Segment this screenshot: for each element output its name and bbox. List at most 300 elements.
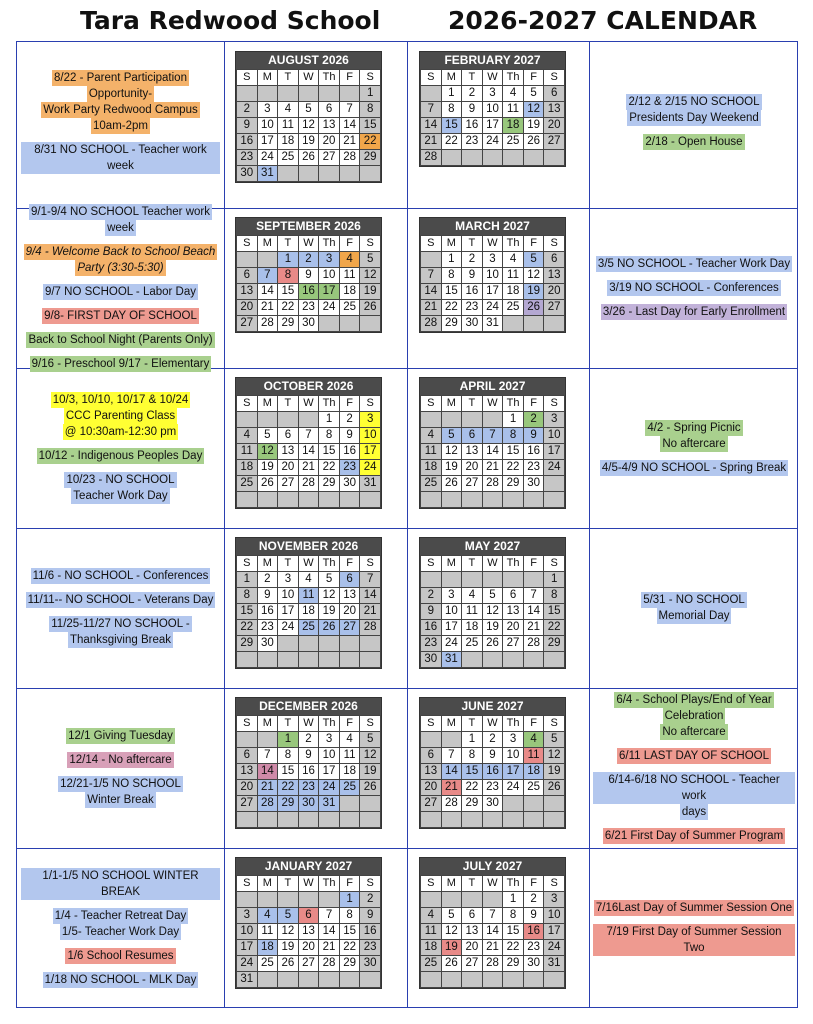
day-cell: 10 xyxy=(482,102,503,118)
day-cell: 17 xyxy=(360,444,381,460)
event-note-line: 12/1 Giving Tuesday xyxy=(68,730,173,742)
day-cell: 14 xyxy=(441,764,462,780)
day-cell xyxy=(237,252,258,268)
day-cell xyxy=(523,812,544,828)
day-cell: 18 xyxy=(523,764,544,780)
day-cell xyxy=(360,812,381,828)
day-cell: 2 xyxy=(482,732,503,748)
day-cell xyxy=(360,166,381,182)
day-cell: 12 xyxy=(278,924,299,940)
event-note-line: 10/3, 10/10, 10/17 & 10/24 xyxy=(52,394,189,406)
day-cell xyxy=(339,316,360,332)
weekday-label: F xyxy=(523,556,544,572)
day-cell: 22 xyxy=(462,780,483,796)
day-cell xyxy=(360,652,381,668)
day-cell: 10 xyxy=(441,604,462,620)
day-cell: 4 xyxy=(339,732,360,748)
left-notes-panel xyxy=(21,370,220,526)
day-cell xyxy=(503,492,524,508)
event-note xyxy=(41,70,199,134)
day-cell: 3 xyxy=(237,908,258,924)
event-note-line: No aftercare xyxy=(662,726,726,738)
day-cell: 2 xyxy=(462,86,483,102)
day-cell xyxy=(421,892,442,908)
day-cell: 30 xyxy=(360,956,381,972)
day-cell: 9 xyxy=(421,604,442,620)
event-note-line: 6/14-6/18 NO SCHOOL - Teacher work xyxy=(593,772,795,804)
day-cell: 28 xyxy=(339,150,360,166)
day-cell xyxy=(319,892,340,908)
month-title: JULY 2027 xyxy=(420,858,565,875)
day-cell xyxy=(319,492,340,508)
month-calendar xyxy=(419,857,566,989)
month-title: JUNE 2027 xyxy=(420,698,565,715)
weekday-label: Th xyxy=(503,876,524,892)
day-cell xyxy=(462,812,483,828)
weekday-label: S xyxy=(360,716,381,732)
day-cell: 11 xyxy=(298,588,319,604)
day-cell: 15 xyxy=(319,444,340,460)
weekday-label: F xyxy=(523,396,544,412)
weekday-label: S xyxy=(237,876,258,892)
day-cell xyxy=(503,150,524,166)
weekday-label: M xyxy=(257,876,278,892)
day-cell: 25 xyxy=(339,780,360,796)
weekday-label: S xyxy=(421,556,442,572)
day-cell: 26 xyxy=(319,620,340,636)
day-cell xyxy=(544,652,565,668)
day-cell: 3 xyxy=(360,412,381,428)
day-cell: 15 xyxy=(503,924,524,940)
calendar-grid xyxy=(16,41,798,1008)
event-note-line: 1/5- Teacher Work Day xyxy=(61,926,180,938)
event-note-line: 1/4 - Teacher Retreat Day xyxy=(54,910,187,922)
month-calendar xyxy=(235,377,382,509)
day-cell: 25 xyxy=(237,476,258,492)
event-note-line: 10/23 - NO SCHOOL xyxy=(66,474,175,486)
right-notes-panel xyxy=(593,850,795,1006)
day-cell xyxy=(441,972,462,988)
day-cell xyxy=(462,972,483,988)
day-cell: 11 xyxy=(421,924,442,940)
day-cell: 7 xyxy=(319,908,340,924)
day-cell: 29 xyxy=(339,956,360,972)
day-cell: 9 xyxy=(462,102,483,118)
day-cell: 3 xyxy=(544,412,565,428)
day-cell: 19 xyxy=(544,764,565,780)
weekday-label: T xyxy=(278,876,299,892)
event-note-line: Opportunity- xyxy=(88,88,153,100)
day-cell: 6 xyxy=(462,908,483,924)
weekday-label: S xyxy=(360,396,381,412)
day-cell: 27 xyxy=(278,476,299,492)
day-cell xyxy=(482,972,503,988)
day-cell: 21 xyxy=(339,134,360,150)
day-cell xyxy=(360,972,381,988)
day-cell: 3 xyxy=(441,588,462,604)
day-cell: 5 xyxy=(278,908,299,924)
day-cell: 10 xyxy=(319,268,340,284)
weekday-label: T xyxy=(278,70,299,86)
weekday-label: F xyxy=(523,236,544,252)
day-cell: 19 xyxy=(298,134,319,150)
day-cell: 16 xyxy=(257,604,278,620)
day-cell: 17 xyxy=(319,764,340,780)
day-cell: 26 xyxy=(360,300,381,316)
weekday-label: S xyxy=(360,876,381,892)
day-cell xyxy=(298,492,319,508)
event-note xyxy=(596,256,792,272)
day-cell: 28 xyxy=(482,476,503,492)
day-cell: 24 xyxy=(319,780,340,796)
day-cell: 29 xyxy=(237,636,258,652)
weekday-label: W xyxy=(482,236,503,252)
month-title: MAY 2027 xyxy=(420,538,565,555)
event-note-line: 2/12 & 2/15 NO SCHOOL xyxy=(628,96,760,108)
row-divider xyxy=(17,688,797,689)
day-cell xyxy=(257,972,278,988)
event-note xyxy=(607,280,781,296)
day-cell: 18 xyxy=(503,118,524,134)
day-cell: 3 xyxy=(544,892,565,908)
weekday-label: S xyxy=(421,396,442,412)
event-note xyxy=(65,948,175,964)
day-cell xyxy=(482,150,503,166)
day-cell: 9 xyxy=(360,908,381,924)
day-cell: 28 xyxy=(441,796,462,812)
day-cell: 4 xyxy=(462,588,483,604)
month-grid xyxy=(236,715,381,828)
day-cell: 29 xyxy=(503,476,524,492)
day-cell: 21 xyxy=(360,604,381,620)
day-cell: 29 xyxy=(360,150,381,166)
weekday-label: W xyxy=(298,876,319,892)
day-cell xyxy=(544,150,565,166)
day-cell: 20 xyxy=(544,118,565,134)
day-cell: 1 xyxy=(462,732,483,748)
day-cell xyxy=(339,972,360,988)
day-cell: 23 xyxy=(237,150,258,166)
weekday-label: T xyxy=(462,556,483,572)
event-note xyxy=(26,592,216,608)
day-cell: 6 xyxy=(237,268,258,284)
day-cell: 18 xyxy=(339,764,360,780)
day-cell: 18 xyxy=(421,460,442,476)
day-cell: 22 xyxy=(278,300,299,316)
row-divider xyxy=(17,848,797,849)
weekday-label: Th xyxy=(503,556,524,572)
day-cell xyxy=(441,812,462,828)
day-cell: 3 xyxy=(503,732,524,748)
weekday-label: S xyxy=(544,716,565,732)
event-note-line: Celebration xyxy=(664,710,724,722)
weekday-label: S xyxy=(544,556,565,572)
day-cell: 12 xyxy=(441,924,462,940)
day-cell: 3 xyxy=(257,102,278,118)
day-cell xyxy=(523,150,544,166)
day-cell xyxy=(278,492,299,508)
day-cell: 5 xyxy=(482,588,503,604)
event-note xyxy=(64,472,176,504)
day-cell xyxy=(298,812,319,828)
event-note-line: 7/16Last Day of Summer Session One xyxy=(595,902,793,914)
event-note-line: Party (3:30-5:30) xyxy=(77,262,164,274)
day-cell xyxy=(482,412,503,428)
event-note xyxy=(641,592,747,624)
day-cell: 11 xyxy=(523,748,544,764)
day-cell: 6 xyxy=(339,572,360,588)
day-cell xyxy=(319,166,340,182)
day-cell: 20 xyxy=(462,460,483,476)
event-note xyxy=(43,284,198,300)
day-cell xyxy=(544,796,565,812)
day-cell xyxy=(237,892,258,908)
weekday-label: M xyxy=(441,876,462,892)
day-cell: 24 xyxy=(482,134,503,150)
day-cell: 20 xyxy=(462,940,483,956)
day-cell: 7 xyxy=(257,748,278,764)
day-cell xyxy=(441,492,462,508)
event-note xyxy=(603,828,785,844)
event-note-line: 9/16 - Preschool 9/17 - Elementary xyxy=(31,358,210,370)
weekday-label: S xyxy=(237,716,258,732)
day-cell: 28 xyxy=(360,620,381,636)
day-cell xyxy=(503,572,524,588)
day-cell: 26 xyxy=(523,134,544,150)
day-cell: 17 xyxy=(319,284,340,300)
weekday-label: Th xyxy=(319,716,340,732)
day-cell: 17 xyxy=(503,764,524,780)
day-cell: 9 xyxy=(523,428,544,444)
event-note-line: 6/11 LAST DAY OF SCHOOL xyxy=(619,750,769,762)
day-cell: 18 xyxy=(339,284,360,300)
day-cell: 19 xyxy=(360,284,381,300)
day-cell xyxy=(482,892,503,908)
day-cell: 30 xyxy=(482,796,503,812)
day-cell: 17 xyxy=(544,444,565,460)
day-cell: 27 xyxy=(462,476,483,492)
day-cell: 29 xyxy=(462,796,483,812)
day-cell: 24 xyxy=(544,460,565,476)
weekday-label: F xyxy=(339,236,360,252)
day-cell: 16 xyxy=(360,924,381,940)
day-cell xyxy=(421,492,442,508)
event-note xyxy=(643,134,744,150)
day-cell xyxy=(237,412,258,428)
day-cell xyxy=(503,796,524,812)
event-note xyxy=(31,568,211,584)
day-cell xyxy=(339,86,360,102)
day-cell: 28 xyxy=(319,956,340,972)
day-cell: 6 xyxy=(278,428,299,444)
day-cell: 14 xyxy=(482,924,503,940)
day-cell: 30 xyxy=(523,956,544,972)
day-cell: 16 xyxy=(462,118,483,134)
day-cell xyxy=(421,252,442,268)
day-cell: 29 xyxy=(319,476,340,492)
day-cell: 3 xyxy=(482,252,503,268)
weekday-label: S xyxy=(421,876,442,892)
left-notes-panel xyxy=(21,850,220,1006)
day-cell: 20 xyxy=(237,300,258,316)
event-note-line: 9/7 NO SCHOOL - Labor Day xyxy=(44,286,197,298)
day-cell xyxy=(360,636,381,652)
day-cell: 12 xyxy=(523,268,544,284)
day-cell: 20 xyxy=(503,620,524,636)
day-cell xyxy=(298,412,319,428)
event-note-line: Work Party Redwood Campus xyxy=(43,104,198,116)
weekday-label: W xyxy=(482,876,503,892)
event-note-line: 1/18 NO SCHOOL - MLK Day xyxy=(44,974,197,986)
event-note-line: Presidents Day Weekend xyxy=(629,112,759,124)
day-cell: 1 xyxy=(544,572,565,588)
calendar-title: 2026-2027 CALENDAR xyxy=(448,6,758,35)
day-cell: 26 xyxy=(257,476,278,492)
day-cell: 2 xyxy=(421,588,442,604)
day-cell: 27 xyxy=(237,316,258,332)
day-cell xyxy=(482,492,503,508)
day-cell: 13 xyxy=(319,118,340,134)
day-cell: 19 xyxy=(278,940,299,956)
month-calendar xyxy=(235,217,382,333)
event-note-line: Winter Break xyxy=(87,794,154,806)
day-cell: 28 xyxy=(421,316,442,332)
day-cell: 15 xyxy=(441,284,462,300)
event-note-line: @ 10:30am-12:30 pm xyxy=(64,426,177,438)
day-cell: 27 xyxy=(298,956,319,972)
day-cell: 24 xyxy=(544,940,565,956)
weekday-label: F xyxy=(339,716,360,732)
event-note xyxy=(58,776,183,808)
day-cell: 15 xyxy=(441,118,462,134)
month-grid xyxy=(236,875,381,988)
day-cell: 16 xyxy=(523,444,544,460)
month-calendar xyxy=(235,537,382,669)
day-cell xyxy=(278,812,299,828)
day-cell xyxy=(441,572,462,588)
day-cell: 28 xyxy=(482,956,503,972)
day-cell: 15 xyxy=(278,764,299,780)
day-cell: 20 xyxy=(319,134,340,150)
day-cell: 12 xyxy=(257,444,278,460)
day-cell xyxy=(441,412,462,428)
day-cell xyxy=(462,492,483,508)
day-cell xyxy=(237,492,258,508)
weekday-label: S xyxy=(421,716,442,732)
weekday-label: Th xyxy=(503,70,524,86)
day-cell: 8 xyxy=(441,102,462,118)
day-cell: 2 xyxy=(237,102,258,118)
right-notes-panel xyxy=(593,690,795,846)
day-cell: 11 xyxy=(503,102,524,118)
day-cell: 31 xyxy=(360,476,381,492)
weekday-label: Th xyxy=(319,236,340,252)
day-cell: 13 xyxy=(503,604,524,620)
day-cell xyxy=(298,892,319,908)
day-cell xyxy=(523,572,544,588)
event-note-line: 1/1-1/5 NO SCHOOL WINTER BREAK xyxy=(21,868,220,900)
event-note-line: Teacher Work Day xyxy=(73,490,168,502)
day-cell: 11 xyxy=(339,748,360,764)
day-cell: 12 xyxy=(360,748,381,764)
day-cell: 3 xyxy=(482,86,503,102)
event-note xyxy=(617,748,771,764)
day-cell: 29 xyxy=(278,316,299,332)
day-cell: 8 xyxy=(441,268,462,284)
day-cell: 1 xyxy=(278,252,299,268)
event-note-line: 10/12 - Indigenous Peoples Day xyxy=(38,450,203,462)
day-cell: 15 xyxy=(462,764,483,780)
weekday-label: T xyxy=(462,876,483,892)
day-cell: 21 xyxy=(421,300,442,316)
day-cell: 8 xyxy=(503,908,524,924)
weekday-label: T xyxy=(462,236,483,252)
day-cell: 23 xyxy=(523,460,544,476)
day-cell: 27 xyxy=(421,796,442,812)
day-cell: 1 xyxy=(441,252,462,268)
day-cell: 6 xyxy=(421,748,442,764)
day-cell: 31 xyxy=(482,316,503,332)
weekday-label: W xyxy=(482,716,503,732)
event-note xyxy=(626,94,761,126)
day-cell: 11 xyxy=(257,924,278,940)
day-cell: 13 xyxy=(237,764,258,780)
day-cell: 17 xyxy=(482,284,503,300)
day-cell xyxy=(339,166,360,182)
month-title: AUGUST 2026 xyxy=(236,52,381,69)
day-cell: 3 xyxy=(278,572,299,588)
day-cell: 22 xyxy=(319,460,340,476)
day-cell: 22 xyxy=(339,940,360,956)
day-cell: 4 xyxy=(237,428,258,444)
month-calendar xyxy=(419,377,566,509)
day-cell: 1 xyxy=(319,412,340,428)
day-cell: 13 xyxy=(544,102,565,118)
event-note-line: Back to School Night (Parents Only) xyxy=(28,334,213,346)
day-cell: 26 xyxy=(482,636,503,652)
event-note xyxy=(593,924,795,956)
weekday-label: M xyxy=(257,396,278,412)
day-cell: 26 xyxy=(523,300,544,316)
day-cell: 11 xyxy=(237,444,258,460)
day-cell: 10 xyxy=(544,908,565,924)
day-cell: 21 xyxy=(257,300,278,316)
day-cell xyxy=(237,732,258,748)
day-cell: 24 xyxy=(278,620,299,636)
day-cell xyxy=(421,972,442,988)
day-cell: 24 xyxy=(257,150,278,166)
day-cell: 18 xyxy=(462,620,483,636)
day-cell: 4 xyxy=(257,908,278,924)
day-cell: 14 xyxy=(421,118,442,134)
weekday-label: M xyxy=(441,716,462,732)
day-cell: 12 xyxy=(482,604,503,620)
day-cell: 12 xyxy=(319,588,340,604)
day-cell: 16 xyxy=(462,284,483,300)
day-cell: 27 xyxy=(503,636,524,652)
day-cell: 5 xyxy=(441,428,462,444)
month-grid xyxy=(420,715,565,828)
weekday-label: W xyxy=(482,556,503,572)
day-cell: 28 xyxy=(421,150,442,166)
day-cell: 16 xyxy=(339,444,360,460)
day-cell: 15 xyxy=(278,284,299,300)
day-cell: 21 xyxy=(298,460,319,476)
weekday-label: S xyxy=(421,70,442,86)
month-title: SEPTEMBER 2026 xyxy=(236,218,381,235)
day-cell: 18 xyxy=(278,134,299,150)
event-note-line: 9/4 - Welcome Back to School Beach xyxy=(25,246,216,258)
